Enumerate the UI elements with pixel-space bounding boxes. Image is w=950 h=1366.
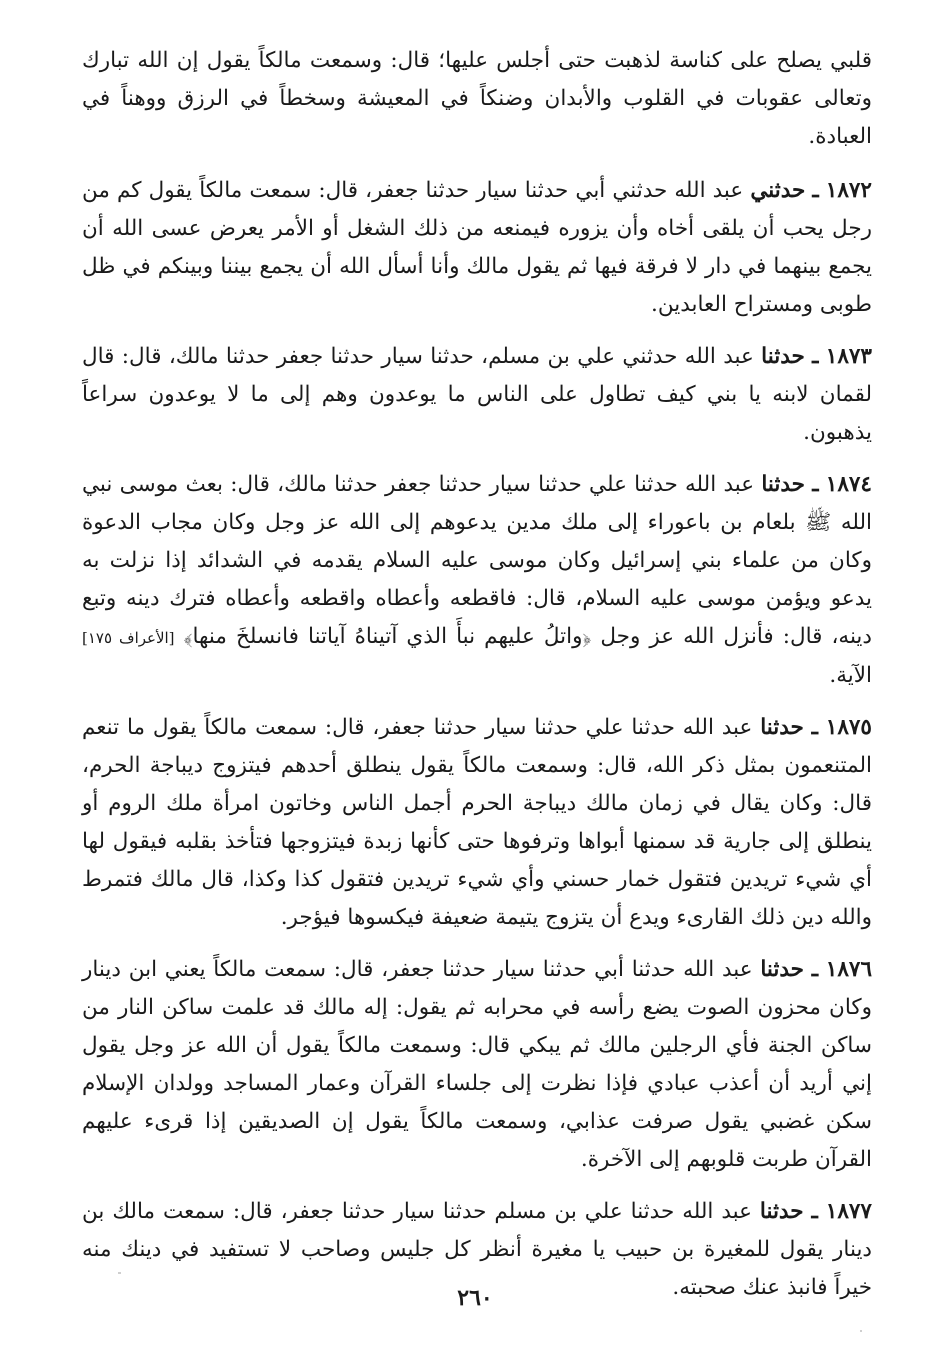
entry-text: عبد الله حدثني أبي حدثنا سيار حدثنا جعفر، قال: سمعت مالكاً يقول كم من رجل يحب أن يلقى أخاه وأن يزوره فيمنعه من ذلك الشغل أو الأمر يعرض عسى الله أن يجمع بينهما في دار لا فرقة فيها ثم يقول مالك وأنا أسأل الله أن يجمع بيننا وبينكم في ظل طوبى ومستراح العابدين. xyxy=(82,178,872,317)
page-body xyxy=(82,42,872,1321)
entry-dash: ـ xyxy=(811,957,819,982)
entry-1873 xyxy=(82,338,872,452)
intro-paragraph: قلبي يصلح على كناسة لذهبت حتى أجلس عليها؛ قال: وسمعت مالكاً يقول إن الله تبارك وتعالى عقوبات في القلوب والأبدان وضنكاً في المعيشة وسخطاً في الرزق ووهناً في العبادة. xyxy=(82,48,872,149)
entry-text: عبد الله حدثنا علي بن مسلم حدثنا سيار حدثنا جعفر، قال: سمعت مالك بن دينار يقول للمغيرة بن حبيب يا مغيرة أنظر كل جليس وصاحب لا تستفيد في دينك منه خيراً فانبذ عنك صحبته. xyxy=(82,1199,872,1300)
entry-text: عبد الله حدثنا علي حدثنا سيار حدثنا جعفر، قال: سمعت مالكاً يقول ما تنعم المتنعمون بمثل ذكر الله، قال: وسمعت مالكاً يقول ينطلق أحدهم فيتزوج ديباجة الحرم، قال: وكان يقال في زمان مالك ديباجة الحرم أجمل الناس وخاتون امرأة ملك الروم أو ينطلق إلى جارية قد سمنها أبواها وترفوها حتى كأنها زبدة فيتزوجها فتأخذ بقلبه فيقول لها أي شيء تريدين فتقول خمار حسني وأي شيء تريدين فتقول كذا وكذا، قال مالك فتمرط والله دين ذلك القارىء ويدع أن يتزوج يتيمة ضعيفة فيكسوها فيؤجر. xyxy=(82,715,872,930)
scan-speck xyxy=(118,1272,121,1274)
entry-number: ١٨٧٥ xyxy=(825,715,872,740)
entry-1872 xyxy=(82,172,872,324)
entry-dash: ـ xyxy=(811,715,818,740)
entry-number: ١٨٧٣ xyxy=(825,344,872,369)
quran-citation: [الأعراف ١٧٥] xyxy=(82,629,175,647)
scan-speck xyxy=(860,1330,862,1332)
entry-1876 xyxy=(82,951,872,1179)
entry-dash: ـ xyxy=(812,472,819,497)
entry-tail: الآية. xyxy=(829,663,872,688)
entry-number: ١٨٧٢ xyxy=(825,178,872,203)
entry-keyword: حدثنا xyxy=(760,957,804,982)
entry-keyword: حدثنا xyxy=(761,472,805,497)
entry-keyword: حدثني xyxy=(750,178,806,203)
entry-text: عبد الله حدثنا أبي حدثنا سيار حدثنا جعفر، قال: سمعت مالكاً يعني ابن دينار وكان محزون الصوت يضع رأسه في محرابه ثم يقول: إله مالك قد علمت ساكن النار من ساكن الجنة فأي الرجلين مالك ثم يبكي قال: وسمعت مالكاً يقول أن الله عز وجل يقول إني أريد أن أعذب عبادي فإذا نظرت إلى جلساء القرآن وعمار المساجد وولدان الإسلام سكن غضبي يقول صرفت عذابي، وسمعت مالكاً يقول إن الصديقين إذا قرىء عليهم القرآن طربت قلوبهم إلى الآخرة. xyxy=(82,957,872,1172)
entry-dash: ـ xyxy=(812,178,819,203)
entry-text: عبد الله حدثني علي بن مسلم، حدثنا سيار حدثنا جعفر حدثنا مالك، قال: قال لقمان لابنه يا بني كيف تطاول على الناس ما يوعدون وهم إلى ما لا يوعدون سراعاً يذهبون. xyxy=(82,344,872,445)
entry-dash: ـ xyxy=(811,1199,818,1224)
entry-number: ١٨٧٦ xyxy=(825,957,872,982)
entry-number: ١٨٧٤ xyxy=(825,472,872,497)
entry-keyword: حدثنا xyxy=(759,1199,804,1224)
entry-keyword: حدثنا xyxy=(760,715,804,740)
entry-1874 xyxy=(82,466,872,695)
entry-dash: ـ xyxy=(812,344,819,369)
entry-keyword: حدثنا xyxy=(761,344,805,369)
page-number: ٢٦٠ xyxy=(457,1285,493,1311)
entry-number: ١٨٧٧ xyxy=(825,1199,872,1224)
entry-1875 xyxy=(82,709,872,937)
entry-text: عبد الله حدثنا علي حدثنا سيار حدثنا جعفر حدثنا مالك، قال: بعث موسى نبي الله ﷺ بلعام بن باعوراء إلى ملك مدين يدعوهم إلى الله عز وجل وكان مجاب الدعوة وكان من علماء بني إسرائيل وكان موسى عليه السلام يقدمه في الشدائد إذا نزلت به يدعو ويؤمن موسى عليه السلام، قال: فاقطعه وأعطاه واقطعه وأعطاه فترك دينه وتبع دينه، قال: فأنزل الله عز وجل ﴿واتلُ عليهم نبأَ الذي آتيناهُ آياتنا فانسلخَ منها﴾ xyxy=(82,472,872,649)
